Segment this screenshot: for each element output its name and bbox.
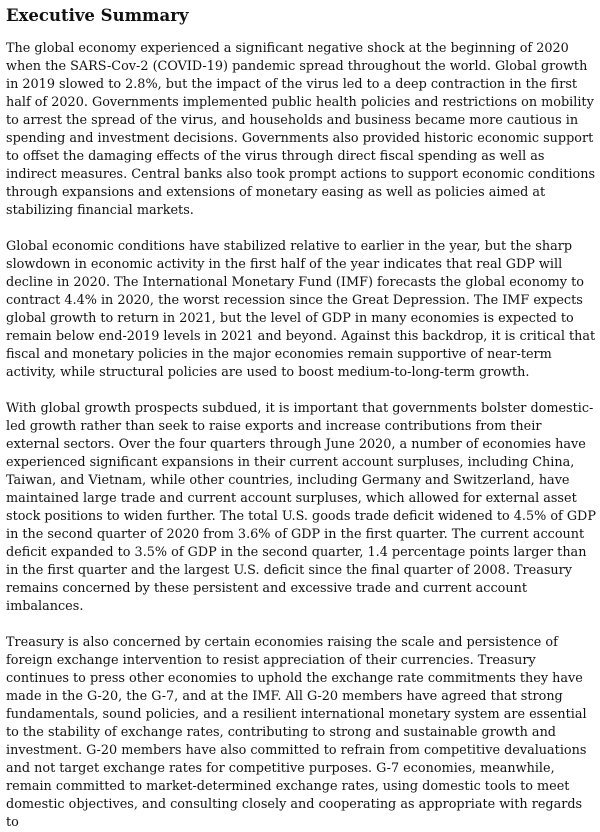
paragraph-economic-conditions: Global economic conditions have stabilized relative to earlier in the year, but the sharp slowdown in economic activity in the first half of the year indicates that real GDP will decline in 2020. The International Monetary Fund (IMF) forecasts the global economy to contract 4.4% in 2020, the worst recession since the Great Depression. The IMF expects global growth to return in 2021, but the level of GDP in many economies is expected to remain below end-2019 levels in 2021 and beyond. Against this backdrop, it is critical that fiscal and monetary policies in the major economies remain supportive of near-term activity, while structural policies are used to boost medium-to-long-term growth. <box>6 239 596 380</box>
paragraph-global-shock: The global economy experienced a significant negative shock at the beginning of 2020 when the SARS-Cov-2 (COVID-19) pandemic spread throughout the world. Global growth in 2019 slowed to 2.8%, but the impact of the virus led to a deep contraction in the first half of 2020. Governments implemented public health policies and restrictions on mobility to arrest the spread of the virus, and households and business became more cautious in spending and investment decisions. Governments also provided historic economic support to offset the damaging effects of the virus through direct fiscal spending as well as indirect measures. Central banks also took prompt actions to support economic conditions through expansions and extensions of monetary easing as well as policies aimed at stabilizing financial markets. <box>6 41 596 218</box>
document-page <box>6 0 596 832</box>
paragraph-exchange-intervention: Treasury is also concerned by certain economies raising the scale and persistence of foreign exchange intervention to resist appreciation of their currencies. Treasury continues to press other economies to uphold the exchange rate commitments they have made in the G-20, the G-7, and at the IMF. All G-20 members have agreed that strong fundamentals, sound policies, and a resilient international monetary system are essential to the stability of exchange rates, contributing to strong and sustainable growth and investment. G-20 members have also committed to refrain from competitive devaluations and not target exchange rates for competitive purposes. G-7 economies, meanwhile, remain committed to market-determined exchange rates, using domestic tools to meet domestic objectives, and consulting closely and cooperating as appropriate with regards to <box>6 635 587 830</box>
section-heading: Executive Summary <box>6 6 189 25</box>
paragraph-external-imbalances: With global growth prospects subdued, it is important that governments bolster domestic-led growth rather than seek to raise exports and increase contributions from their external sectors. Over the four quarters through June 2020, a number of economies have experienced significant expansions in their current account surpluses, including China, Taiwan, and Vietnam, while other countries, including Germany and Switzerland, have maintained large trade and current account surpluses, which allowed for external asset stock positions to widen further. The total U.S. goods trade deficit widened to 4.5% of GDP in the second quarter of 2020 from 3.6% of GDP in the first quarter. The current account deficit expanded to 3.5% of GDP in the second quarter, 1.4 percentage points larger than in the first quarter and the largest U.S. deficit since the final quarter of 2008. Treasury remains concerned by these persistent and excessive trade and current account imbalances. <box>6 401 596 614</box>
